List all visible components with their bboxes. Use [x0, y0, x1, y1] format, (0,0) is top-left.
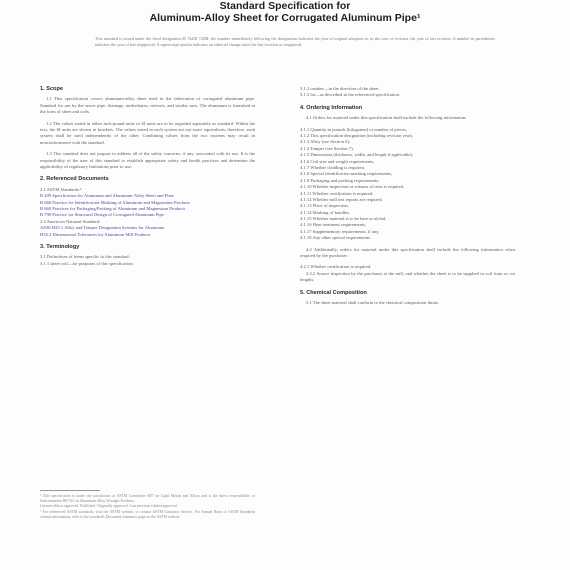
ordering-intro: 4.1 Orders for material under this specification shall include the following information:	[306, 115, 467, 121]
terminology-item: 3.1 Definitions of terms specific to this standard:	[40, 254, 130, 260]
reference-link[interactable]: B 666 Practice for Identification Marking of Aluminum and Magnesium Products	[40, 199, 191, 205]
footnotes	[40, 490, 255, 520]
reference-link[interactable]: B 660 Practices for Packaging/Packing of Aluminum and Magnesium Products	[40, 206, 186, 212]
reference-item: 2.1 ASTM Standards:²	[40, 186, 82, 192]
left-column	[40, 80, 255, 267]
ordering-item: 4.1.17 Supplementary requirements, if any,	[300, 228, 380, 234]
ordering-item: 4.1.2 This specification designation (including revision year),	[300, 132, 414, 138]
scope-paragraph-1: 1.1 This specification covers aluminum-alloy sheet used in the fabrication of corrugated aluminum pipe. Standard for use by the sewer pipe, drainage, underdrains, culverts, and similar uses. The aluminum is furnished in the form of sheet and coils.	[40, 96, 255, 115]
right-column	[300, 86, 515, 311]
ordering-extra-paragraph-2: 4.2.2 Source inspection by the purchaser at the mill, and whether the sheet is to be supplied in coil form or cut lengths.	[300, 270, 515, 283]
footnote-2: Current edition approved. Published. Originally approved. Last previous edition approved.	[40, 504, 178, 509]
section-heading-ordering: 4. Ordering Information	[300, 104, 363, 111]
section-heading-referenced: 2. Referenced Documents	[40, 176, 109, 183]
reference-link[interactable]: ANSI H35.1 Alloy and Temper Designation Systems for Aluminum	[40, 225, 165, 231]
ordering-item: 4.1.6 Coil size and weight requirements,	[300, 158, 375, 164]
ordering-item: 4.1.4 Temper (see Section 7),	[300, 145, 354, 151]
ordering-item: 4.1.11 Whether certification is required,	[300, 190, 374, 196]
scope-paragraph-2: 1.2 The values stated in either inch-pound units or SI units are to be regarded separately as standard. Within the text, the SI units are shown in brackets. The values stated in each system are not exact equivalents; therefore, each system shall be used independently of the other. Combining values from the two systems may result in nonconformance with the standard.	[40, 120, 255, 145]
ordering-extra-paragraph: 4.2 Additionally, orders for material under this specification shall include the following information when required by the purchaser:	[300, 246, 515, 259]
scope-paragraph-3: 1.3 This standard does not purport to address all of the safety concerns, if any, associated with its use. It is the responsibility of the user of this standard to establish appropriate safety and health practices and determine the applicability of regulatory limitations prior to use.	[40, 151, 255, 170]
ordering-extra-item: 4.2.1 Whether certification is required.	[300, 264, 372, 270]
ordering-item: 4.1.10 Whether inspection or witness of tests is required,	[300, 184, 405, 190]
ordering-item: 4.1.16 Heat treatment requirements,	[300, 222, 367, 228]
ordering-item: 4.1.3 Alloy (see Section 6),	[300, 139, 351, 145]
chemical-paragraph-1: 5.1 The sheet material shall conform to the chemical composition limits.	[306, 300, 440, 306]
section-heading-scope: 1. Scope	[40, 86, 64, 92]
footnote-rule	[40, 490, 100, 491]
ordering-item: 4.1.8 Special identification marking requirements,	[300, 171, 393, 177]
ordering-item: 4.1.14 Marking of bundles,	[300, 209, 351, 215]
ordering-item: 4.1.9 Packaging and packing requirements,	[300, 177, 380, 183]
section-heading-chemical: 5. Chemical Composition	[300, 289, 367, 296]
ordering-item: 4.1.13 Place of inspection,	[300, 203, 349, 209]
document-header	[0, 0, 570, 24]
reference-item: 2.2 American National Standard:	[40, 218, 101, 224]
terminology-item: 3.1.2 camber—in the direction of the sheet.	[300, 86, 380, 91]
title-line-2: Aluminum-Alloy Sheet for Corrugated Aluminum Pipe¹	[149, 12, 421, 24]
ordering-item: 4.1.15 Whether material is to be bare or alclad,	[300, 216, 387, 222]
title-line-1: Standard Specification for	[219, 0, 351, 12]
footnote-3: ² For referenced ASTM standards, visit the ASTM website, or contact ASTM Customer Service. For Annual Book of ASTM Standards volume information, refer to the standard's Document Summary page on the ASTM website.	[40, 509, 255, 519]
footnote-1: ¹ This specification is under the jurisdiction of ASTM Committee B07 on Light Metals and Alloys and is the direct responsibility of Subcommittee B07.03 on Aluminum Alloy Wrought Products.	[40, 494, 255, 504]
section-heading-terminology: 3. Terminology	[40, 244, 80, 250]
terminology-item: 3.1.3 lot—as described in the referenced specification.	[300, 92, 401, 98]
designation-notice: This standard is issued under the fixed designation B 744/B 744M; the number immediately following the designation indicates the year of original adoption or, in the case of revision, the year of last revision. A number in parentheses indicates the year of last reapproval. A superscript epsilon indicates an editorial change since the last revision or reapproval.	[95, 36, 495, 47]
ordering-item: 4.1.7 Whether cladding is required,	[300, 164, 365, 170]
ordering-item: 4.1.12 Whether mill test reports are required,	[300, 196, 383, 202]
ordering-item: 4.1.18 Any other special requirements.	[300, 235, 372, 241]
terminology-item: 3.1.1 sheet coil—for purposes of this specification.	[40, 260, 134, 266]
ordering-item: 4.1.1 Quantity in pounds [kilograms] or number of pieces,	[300, 126, 408, 132]
reference-link[interactable]: B 790 Practice for Structural Design of Corrugated Aluminum Pipe	[40, 212, 164, 218]
ordering-item: 4.1.5 Dimensions (thickness, width, and length if applicable),	[300, 152, 414, 158]
reference-link[interactable]: H35.2 Dimensional Tolerances for Aluminum Mill Products	[40, 231, 151, 237]
reference-link[interactable]: B 209 Specification for Aluminum and Aluminum-Alloy Sheet and Plate	[40, 193, 174, 199]
